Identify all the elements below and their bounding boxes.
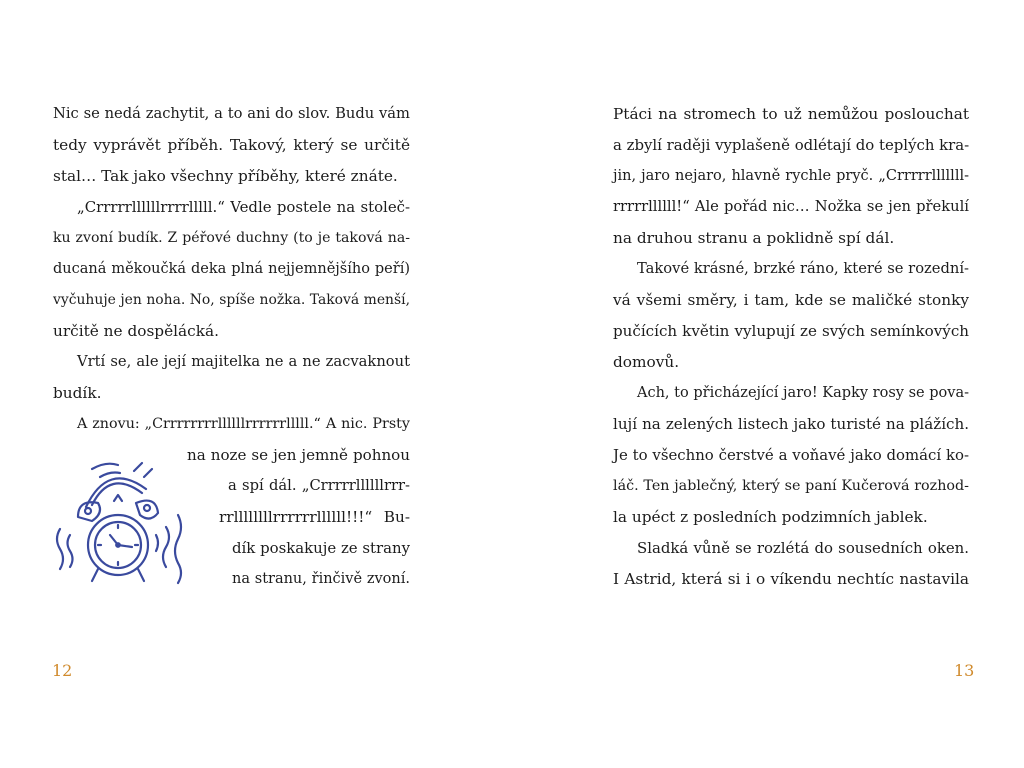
text-line: dík poskakuje ze strany [232, 539, 410, 557]
text-line: na noze se jen jemně pohnou [187, 446, 410, 464]
text-line: A znovu: „Crrrrrrrrllllllrrrrrrlllll.“ A nic. Prsty [77, 416, 410, 432]
text-line: na stranu, řinčivě zvoní. [232, 571, 410, 587]
text-line: Nic se nedá zachytit, a to ani do slov. Budu vám [53, 105, 410, 122]
text-line: určitě ne dospělácká. [53, 322, 219, 340]
page-number-left: 12 [52, 661, 73, 680]
text-line: „Crrrrrllllllrrrrlllll.“ Vedle postele na stoleč- [77, 198, 410, 216]
text-line: Sladká vůně se rozlétá do sousedních oken. [637, 539, 969, 557]
text-line: pučících květin vylupují ze svých semínkových [613, 322, 969, 340]
text-line: domovů. [613, 353, 680, 371]
page-number-right: 13 [954, 661, 975, 680]
text-line: lují na zelených listech jako turisté na plážích. [613, 415, 969, 433]
text-line: láč. Ten jablečný, který se paní Kučerová rozhod- [613, 478, 969, 494]
text-line: jin, jaro nejaro, hlavně rychle pryč. „Crrrrrlllllll- [613, 168, 969, 184]
text-line: rrllllllllrrrrrrllllll!!!“ Bu- [219, 508, 410, 526]
text-line: ducaná měkoučká deka plná nejjemnějšího peří) [53, 261, 410, 277]
text-line: I Astrid, která si i o víkendu nechtíc nastavila [613, 570, 969, 588]
text-line: a zbylí raději vyplašeně odlétají do teplých kra- [613, 136, 970, 154]
text-line: Je to všechno čerstvé a voňavé jako domácí ko- [613, 446, 969, 464]
text-line: la upéct z posledních podzimních jablek. [613, 508, 928, 526]
alarm-clock-icon [48, 455, 198, 595]
text-line: Ptáci na stromech to už nemůžou poslouchat [613, 105, 969, 123]
text-line: budík. [53, 384, 102, 402]
text-line: Vrtí se, ale její majitelka ne a ne zacvaknout [77, 353, 410, 370]
text-line: a spí dál. „Crrrrrllllllrrr- [228, 477, 410, 494]
text-line: vyčuhuje jen noha. No, spíše nožka. Taková menší, [53, 292, 410, 308]
text-line: Ach, to přicházející jaro! Kapky rosy se pova- [637, 385, 969, 401]
text-line: stal… Tak jako všechny příběhy, které znáte. [53, 167, 398, 185]
text-line: rrrrrllllll!“ Ale pořád nic… Nožka se jen překulí [613, 198, 969, 215]
text-line: tedy vyprávět příběh. Takový, který se určitě [53, 136, 410, 154]
text-line: na druhou stranu a poklidně spí dál. [613, 229, 895, 247]
text-line: ku zvoní budík. Z péřové duchny (to je taková na- [53, 230, 410, 246]
text-line: Takové krásné, brzké ráno, které se rozední- [637, 260, 969, 277]
text-line: vá všemi směry, i tam, kde se maličké stonky [613, 291, 969, 309]
